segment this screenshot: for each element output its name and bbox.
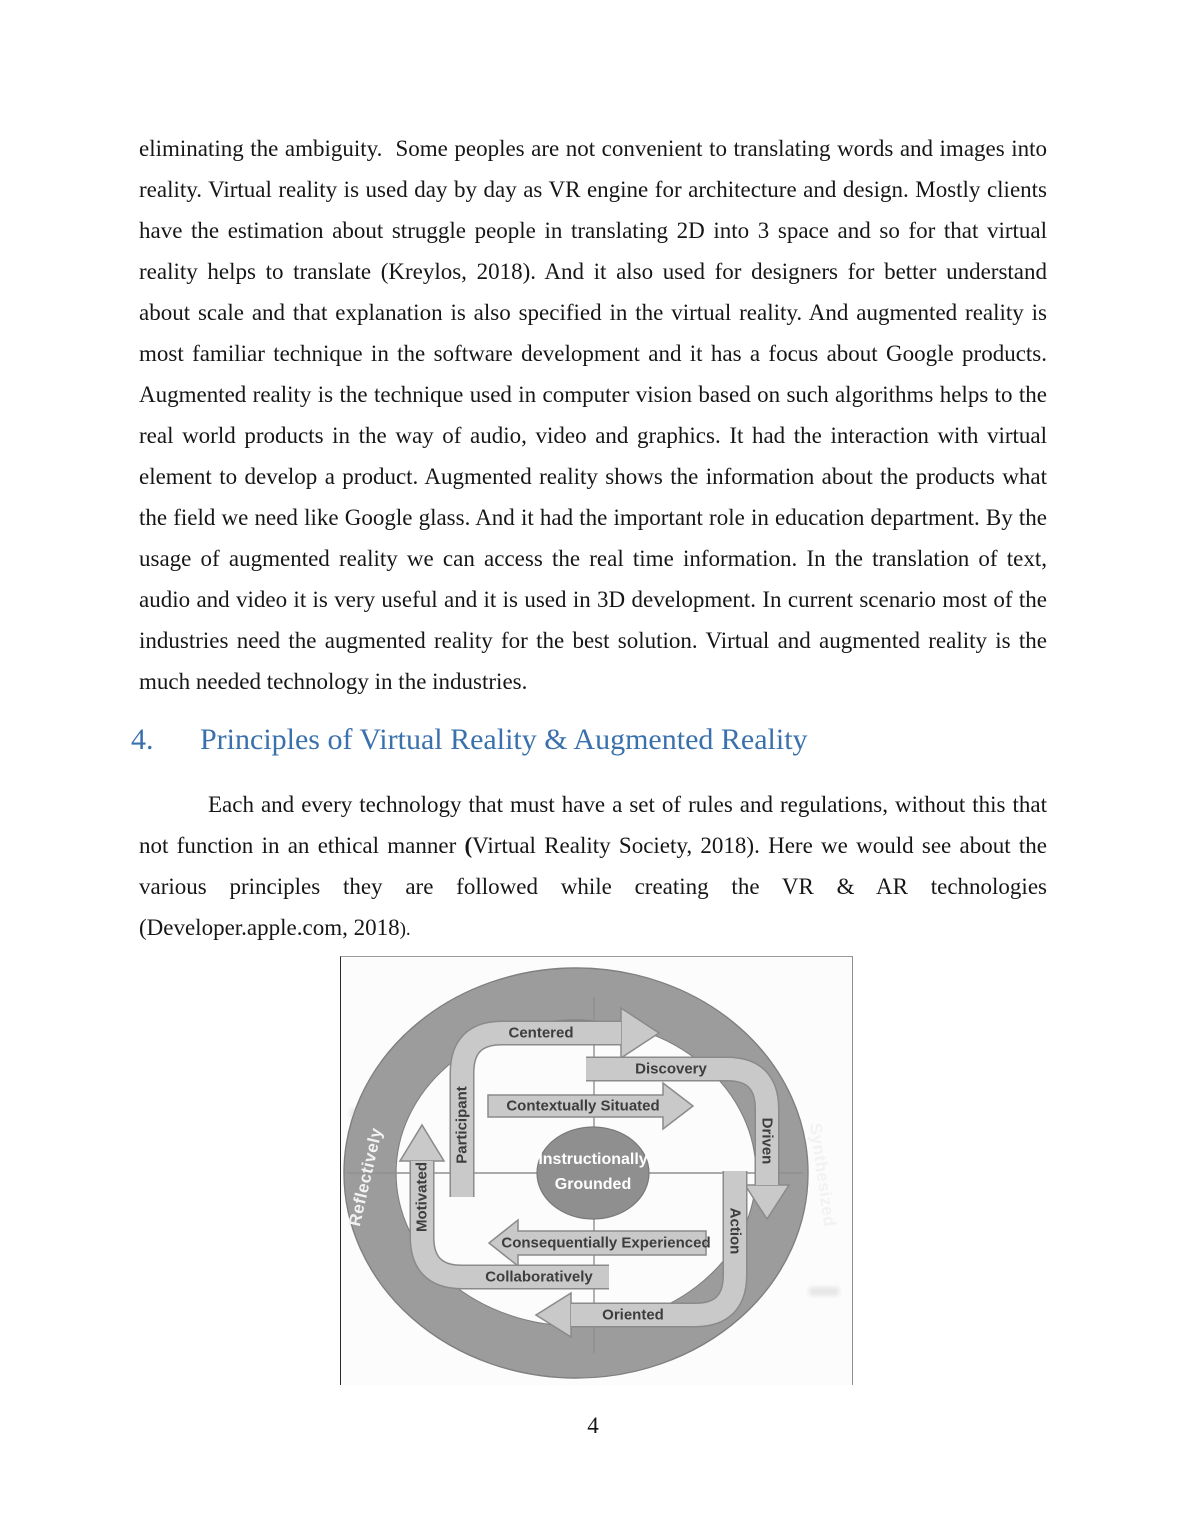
paragraph-1: eliminating the ambiguity. Some peoples are not convenient to translating words and images into reality. Virtual reality is used day by day as VR engine for architecture and design. Mostly clients have the estimation about struggle people in translating 2D into 3 space and so for that virtual reality helps to translate (Kreylos, 2018). And it also used for designers for better understand about scale and that explanation is also specified in the virtual reality. And augmented reality is most familiar technique in the software development and it has a focus about Google products. Augmented reality is the technique used in computer vision based on such algorithms helps to the real world products in the way of audio, video and graphics. It had the interaction with virtual element to develop a product. Augmented reality shows the information about the products what the field we need like Google glass. And it had the important role in education department. By the usage of augmented reality we can access the real time information. In the translation of text, audio and video it is very useful and it is used in 3D development. In current scenario most of the industries need the augmented reality for the best solution. Virtual and augmented reality is the much needed technology in the industries. (139, 136, 1047, 694)
label-grounded: Grounded (554, 1176, 632, 1193)
heading-number: 4. (131, 723, 154, 756)
label-reflectively: Reflectively (344, 1125, 387, 1228)
paragraph-2-tail: ). (399, 919, 411, 940)
label-motivated: Motivated (413, 1161, 431, 1233)
heading-title: Principles of Virtual Reality & Augmented Reality (200, 723, 808, 756)
label-contextually-situated: Contextually Situated (506, 1097, 660, 1115)
label-participant: Participant (453, 1086, 471, 1164)
paragraph-2-bold-paren: ( (464, 833, 473, 858)
label-collaboratively: Collaboratively (485, 1268, 593, 1286)
label-centered: Centered (508, 1024, 574, 1042)
paragraph-2 (139, 784, 1047, 950)
paragraph-2-text: Each and every technology that must have a set of rules and regulations, without this that not function in an ethical manner (139, 792, 1047, 858)
label-instructionally: Instructionally (538, 1151, 648, 1168)
label-driven: Driven (758, 1117, 776, 1165)
scan-artifact (350, 1109, 376, 1118)
scan-artifact (809, 1287, 839, 1296)
label-action: Action (726, 1207, 744, 1255)
label-consequentially-experienced: Consequentially Experienced (501, 1234, 711, 1252)
label-oriented: Oriented (602, 1306, 664, 1324)
page-number: 4 (587, 1413, 599, 1438)
label-discovery: Discovery (635, 1060, 707, 1078)
figure-learning-cycle-diagram (340, 956, 853, 1385)
label-synthesized: Synthesized (805, 1121, 840, 1229)
section-heading (131, 718, 1047, 762)
paragraph-2-text-cont: Virtual Reality Society, 2018). Here we would see about the various principles they are followed while creating the VR & AR technologies (Developer.apple.com, 2018 (139, 833, 1047, 940)
